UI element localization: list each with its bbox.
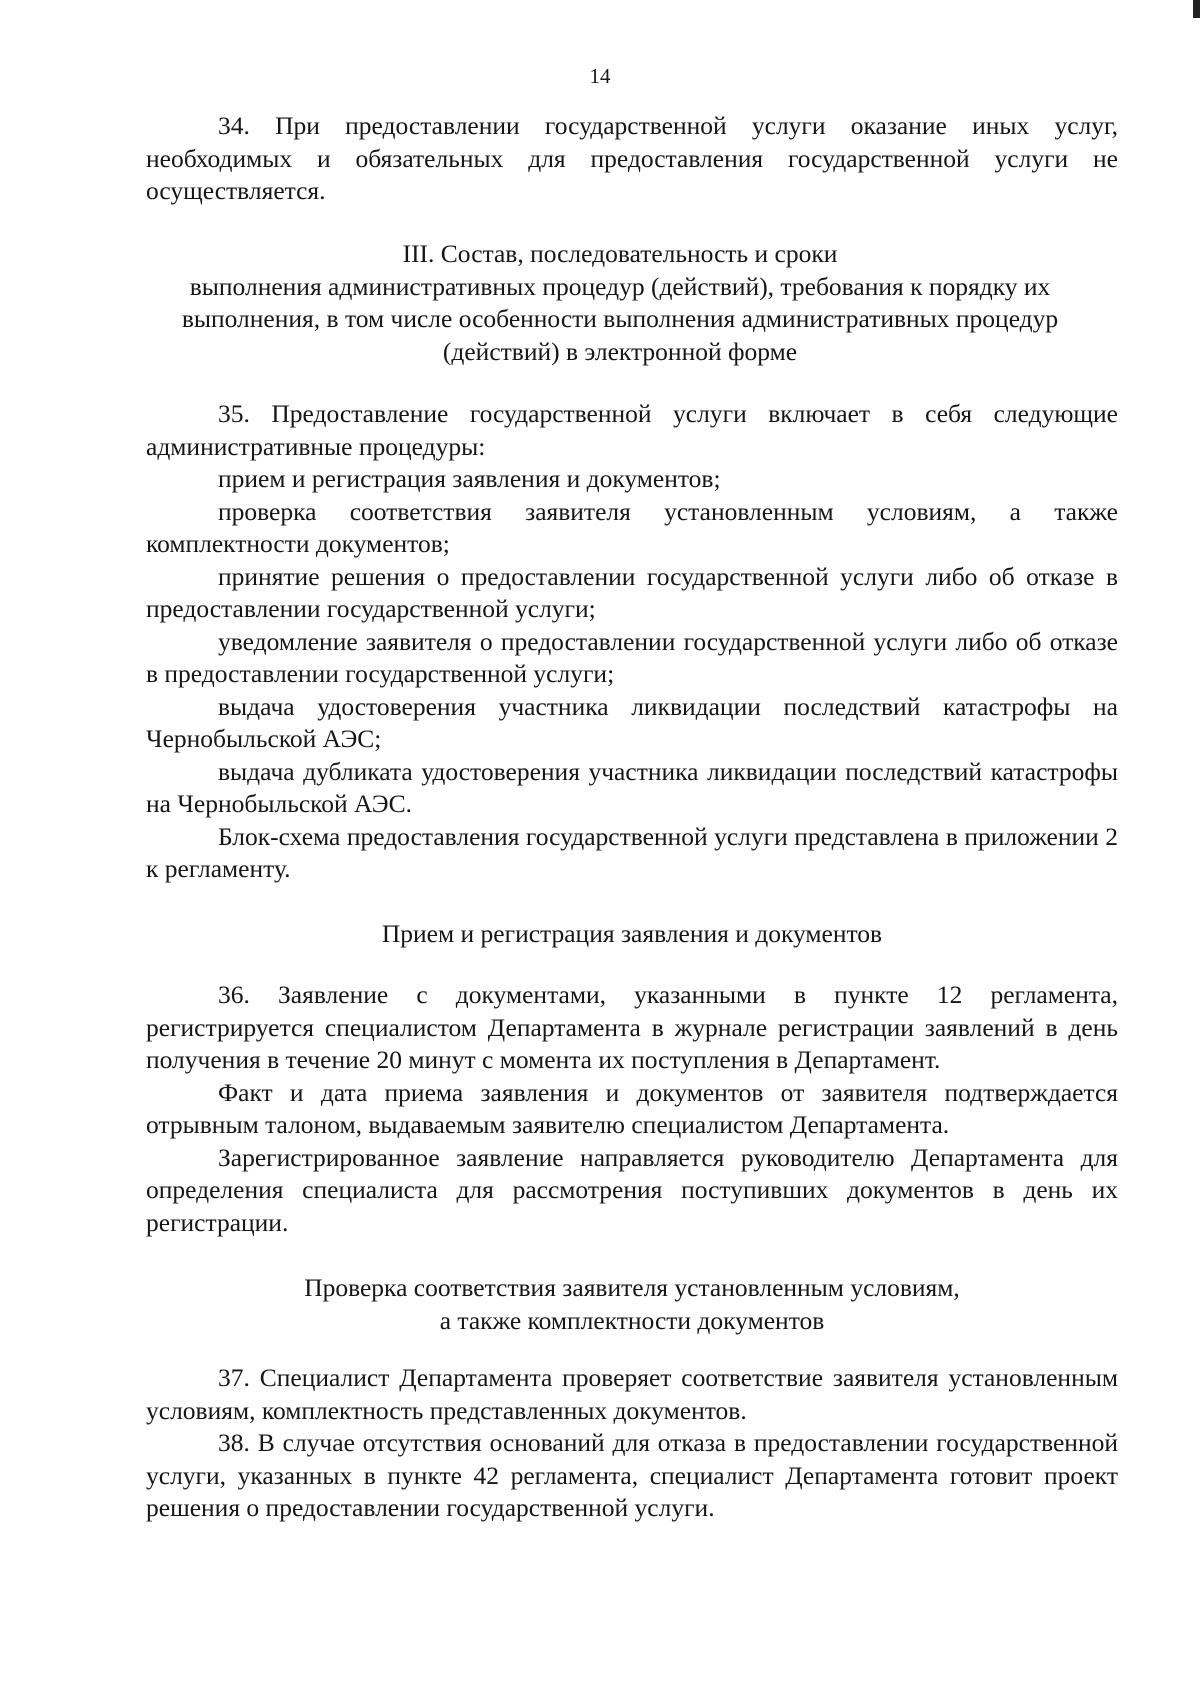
paragraph-36-fact: Факт и дата приема заявления и документов от заявителя подтверждается отрывным талоном, выдаваемым заявителю специалистом Департамента. [146, 1077, 1118, 1139]
paragraph-37-38-block [146, 1362, 1118, 1525]
paragraph-38: 38. В случае отсутствия оснований для отказа в предоставлении государственной услуги, указанных в пункте 42 регламента, специалист Департамента готовит проект решения о предоставлении государственной услуги. [146, 1428, 1118, 1522]
scan-edge-mark [1193, 0, 1200, 18]
procedure-item: уведомление заявителя о предоставлении государственной услуги либо об отказе в предоставлении государственной услуги; [146, 626, 1118, 688]
procedure-item: прием и регистрация заявления и документов; [218, 464, 721, 493]
check-subsection-title-block [146, 1272, 1118, 1337]
paragraph-37: 37. Специалист Департамента проверяет соответствие заявителя установленным условиям, комплектность представленных документов. [146, 1363, 1118, 1425]
page-number: 14 [589, 64, 611, 88]
procedure-item: выдача дубликата удостоверения участника ликвидации последствий катастрофы на Чернобыльской АЭС. [146, 756, 1118, 818]
paragraph-35-block [146, 398, 1118, 886]
subsection-title-check-line: Проверка соответствия заявителя установленным условиям, [304, 1273, 960, 1302]
paragraph-36: 36. Заявление с документами, указанными в пункте 12 регламента, регистрируется специалистом Департамента в журнале регистрации заявлений в день получения в течение 20 минут с момента их поступления в Департамент. [146, 980, 1118, 1074]
subsection-title-reception: Прием и регистрация заявления и документов [381, 919, 883, 948]
subsection-title-check-line: а также комплектности документов [439, 1305, 825, 1335]
paragraph-34: 34. При предоставлении государственной услуги оказание иных услуг, необходимых и обязательных для предоставления государственной услуги не осуществляется. [146, 111, 1118, 205]
section-iii-heading [120, 238, 1120, 368]
block-scheme-note: Блок-схема предоставления государственной услуги представлена в приложении 2 к регламенту. [146, 821, 1118, 883]
reception-subsection-title-block [146, 918, 1118, 951]
paragraph-35-intro: 35. Предоставление государственной услуги включает в себя следующие административные процедуры: [146, 399, 1118, 461]
procedure-item: выдача удостоверения участника ликвидации последствий катастрофы на Чернобыльской АЭС; [146, 691, 1118, 753]
paragraph-36-registered: Зарегистрированное заявление направляется руководителю Департамента для определения специалиста для рассмотрения поступивших документов в день их регистрации. [146, 1142, 1118, 1237]
section-heading-line: выполнения административных процедур (действий), требования к порядку их [189, 271, 1051, 301]
paragraph-34-block [146, 110, 1118, 208]
section-heading-line: III. Состав, последовательность и сроки [402, 239, 838, 268]
section-heading-line: выполнения, в том числе особенности выполнения административных процедур [181, 304, 1059, 333]
section-heading-line: (действий) в электронной форме [442, 336, 798, 366]
paragraph-36-block [146, 979, 1118, 1239]
procedure-item: принятие решения о предоставлении государственной услуги либо об отказе в предоставлении государственной услуги; [146, 561, 1118, 623]
procedure-item: проверка соответствия заявителя установленным условиям, а также комплектности документов; [146, 496, 1118, 558]
